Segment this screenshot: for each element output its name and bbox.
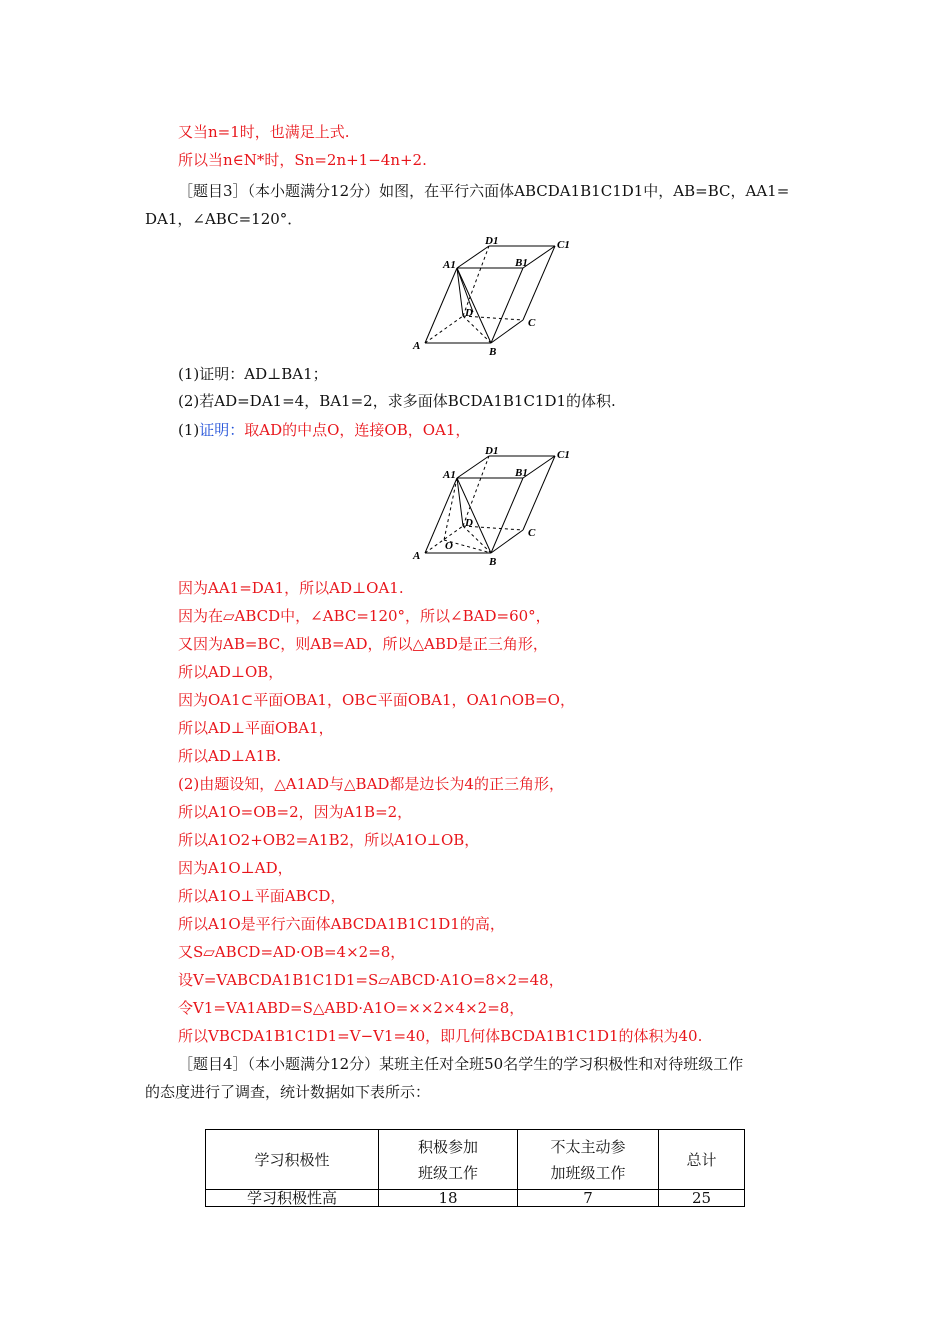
solution-step: 又S▱ABCD=AD·OB=4×2=8， xyxy=(178,943,406,961)
label-D-2: D xyxy=(465,517,473,529)
label-C: C xyxy=(528,317,536,329)
question-1: (1)证明：AD⊥BA1； xyxy=(178,365,328,383)
solution-step: 令V1=VA1ABD=S△ABD·A1O=××2×4×2=8， xyxy=(178,999,525,1017)
label-A-2: A xyxy=(413,550,421,562)
solution-step: 所以A1O2+OB2=A1B2，所以A1O⊥OB， xyxy=(178,831,480,849)
proof-label: 证明： xyxy=(199,421,245,439)
problem4-line-1: ［题目4］（本小题满分12分）某班主任对全班50名学生的学习积极性和对待班级工作 xyxy=(178,1055,744,1073)
solution-step: 所以A1O是平行六面体ABCDA1B1C1D1的高， xyxy=(178,915,505,933)
solution-step: (2)由题设知，△A1AD与△BAD都是边长为4的正三角形， xyxy=(178,775,564,793)
solution-step: 所以AD⊥OB， xyxy=(178,663,284,681)
label-C-2: C xyxy=(528,527,536,539)
problem3-line-1: ［题目3］（本小题满分12分）如图，在平行六面体ABCDA1B1C1D1中，AB=BC，AA1= xyxy=(178,182,790,200)
label-D1: D1 xyxy=(485,235,499,247)
label-B1: B1 xyxy=(515,257,528,269)
label-B-2: B xyxy=(489,556,497,568)
solution-step: 所以A1O=OB=2，因为A1B=2， xyxy=(178,803,413,821)
solution-step: 所以VBCDA1B1C1D1=V−V1=40，即几何体BCDA1B1C1D1的体积为40. xyxy=(178,1027,703,1045)
table-cell: 25 xyxy=(659,1190,745,1207)
header-text: 加班级工作 xyxy=(550,1163,626,1182)
solution-step: 设V=VABCDA1B1C1D1=S▱ABCD·A1O=8×2=48， xyxy=(178,971,564,989)
table-cell: 学习积极性高 xyxy=(206,1190,379,1207)
label-A: A xyxy=(413,340,421,352)
header-text: 不太主动参 xyxy=(550,1137,626,1156)
solution-line-1: 又当n=1时，也满足上式. xyxy=(178,123,350,141)
table-cell: 7 xyxy=(518,1190,659,1207)
problem3-line-2: DA1，∠ABC=120°． xyxy=(145,210,303,228)
label-A1: A1 xyxy=(443,259,456,271)
header-cell: 学习积极性 xyxy=(206,1130,379,1190)
parallelepiped-figure xyxy=(405,230,585,360)
solution-step: 所以AD⊥平面OBA1， xyxy=(178,719,334,737)
solution-line-2: 所以当n∈N*时，Sn=2n+1−4n+2. xyxy=(178,151,427,169)
label-D: D xyxy=(465,307,473,319)
solution-step: 因为AA1=DA1，所以AD⊥OA1. xyxy=(178,579,404,597)
header-cell: 总计 xyxy=(659,1130,745,1190)
label-O: O xyxy=(445,540,453,552)
label-C1: C1 xyxy=(557,239,570,251)
survey-table xyxy=(205,1129,745,1207)
label-A1-2: A1 xyxy=(443,469,456,481)
header-text: 班级工作 xyxy=(417,1163,478,1182)
solution-step: 又因为AB=BC，则AB=AD，所以△ABD是正三角形， xyxy=(178,635,548,653)
header-cell xyxy=(518,1130,659,1190)
solution-part-number: (1) xyxy=(178,421,200,439)
label-B: B xyxy=(489,346,497,358)
problem4-line-2: 的态度进行了调查，统计数据如下表所示： xyxy=(145,1083,431,1101)
parallelepiped-figure-with-midpoint xyxy=(405,440,585,572)
label-B1-2: B1 xyxy=(515,467,528,479)
label-D1-2: D1 xyxy=(485,445,499,457)
table-header-row xyxy=(206,1130,745,1190)
label-C1-2: C1 xyxy=(557,449,570,461)
solution-intro-text: 取AD的中点O，连接OB，OA1， xyxy=(244,421,471,439)
question-2: (2)若AD=DA1=4，BA1=2，求多面体BCDA1B1C1D1的体积. xyxy=(178,392,616,410)
solution-step: 因为OA1⊂平面OBA1，OB⊂平面OBA1，OA1∩OB=O， xyxy=(178,691,575,709)
header-text: 积极参加 xyxy=(417,1137,478,1156)
table-cell: 18 xyxy=(379,1190,518,1207)
solution-step: 因为A1O⊥AD， xyxy=(178,859,293,877)
solution-intro xyxy=(178,420,470,440)
solution-step: 因为在▱ABCD中，∠ABC=120°，所以∠BAD=60°， xyxy=(178,607,551,625)
solution-step: 所以AD⊥A1B. xyxy=(178,747,282,765)
solution-step: 所以A1O⊥平面ABCD， xyxy=(178,887,346,905)
table-row xyxy=(206,1190,745,1207)
header-cell xyxy=(379,1130,518,1190)
